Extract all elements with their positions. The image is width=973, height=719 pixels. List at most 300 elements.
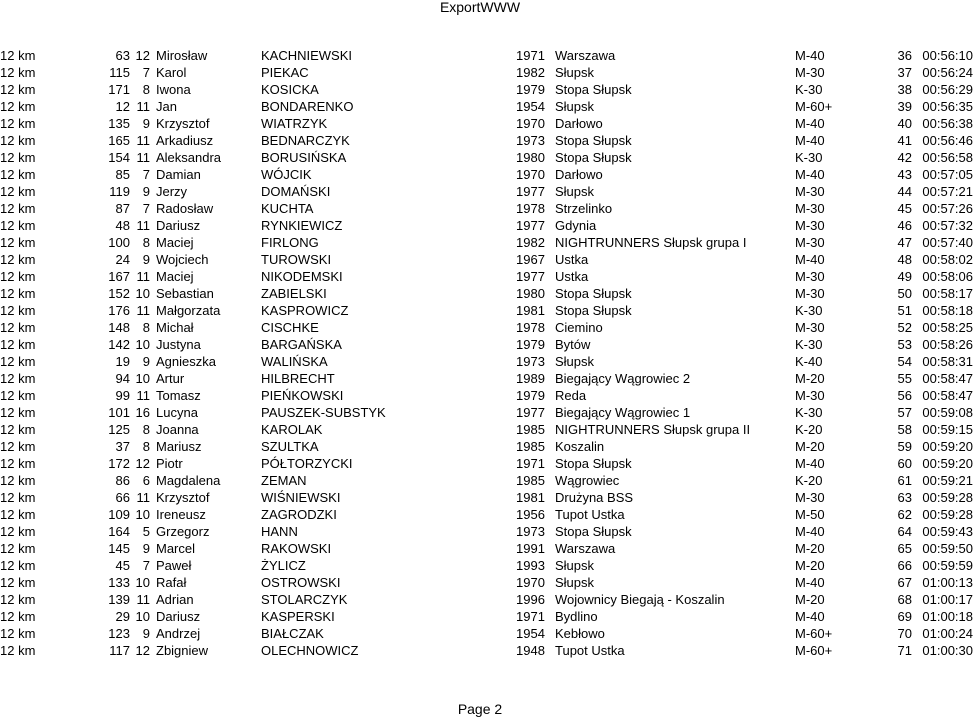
table-row: [0, 183, 973, 200]
club-city-cell: Bytów: [555, 337, 591, 352]
last-name-cell: KASPROWICZ: [261, 303, 349, 318]
place-cell: 48: [897, 252, 912, 267]
distance-cell: 12 km: [0, 286, 36, 301]
table-row: [0, 387, 973, 404]
finish-time-cell: 01:00:17: [922, 592, 973, 607]
place-cell: 62: [897, 507, 912, 522]
last-name-cell: RAKOWSKI: [261, 541, 332, 556]
first-name-cell: Krzysztof: [156, 116, 210, 131]
birth-year-cell: 1978: [516, 201, 545, 216]
document-header-title: ExportWWW: [439, 0, 521, 15]
distance-cell: 12 km: [0, 269, 36, 284]
place-cell: 58: [897, 422, 912, 437]
bib-number-cell: 19: [115, 354, 130, 369]
distance-cell: 12 km: [0, 524, 36, 539]
finish-time-cell: 00:59:28: [922, 507, 973, 522]
category-cell: M-20: [795, 558, 825, 573]
place-cell: 69: [897, 609, 912, 624]
last-name-cell: PIEŃKOWSKI: [261, 388, 344, 403]
last-name-cell: TUROWSKI: [261, 252, 332, 267]
bib-number-cell: 100: [108, 235, 130, 250]
club-city-cell: Słupsk: [555, 558, 595, 573]
bib-number-cell: 167: [108, 269, 130, 284]
club-city-cell: Gdynia: [555, 218, 597, 233]
table-row: [0, 47, 973, 64]
finish-time-cell: 00:59:15: [922, 422, 973, 437]
table-row: [0, 591, 973, 608]
laps-cell: 9: [142, 626, 150, 641]
last-name-cell: WIŚNIEWSKI: [261, 490, 341, 505]
distance-cell: 12 km: [0, 252, 36, 267]
birth-year-cell: 1980: [516, 150, 545, 165]
place-cell: 50: [897, 286, 912, 301]
category-cell: M-30: [795, 201, 825, 216]
table-row: [0, 540, 973, 557]
birth-year-cell: 1985: [516, 473, 545, 488]
birth-year-cell: 1971: [516, 609, 545, 624]
first-name-cell: Arkadiusz: [156, 133, 214, 148]
last-name-cell: PIEKAC: [261, 65, 309, 80]
finish-time-cell: 00:58:26: [922, 337, 973, 352]
laps-cell: 11: [136, 490, 150, 505]
laps-cell: 8: [142, 82, 150, 97]
first-name-cell: Dariusz: [156, 218, 201, 233]
first-name-cell: Damian: [156, 167, 201, 182]
place-cell: 70: [897, 626, 912, 641]
distance-cell: 12 km: [0, 218, 36, 233]
first-name-cell: Maciej: [156, 235, 194, 250]
table-row: [0, 404, 973, 421]
category-cell: M-40: [795, 609, 825, 624]
birth-year-cell: 1967: [516, 252, 545, 267]
first-name-cell: Jan: [156, 99, 177, 114]
last-name-cell: PAUSZEK-SUBSTYK: [261, 405, 386, 420]
laps-cell: 8: [142, 422, 150, 437]
birth-year-cell: 1977: [516, 184, 545, 199]
club-city-cell: Kebłowo: [555, 626, 605, 641]
club-city-cell: Bydlino: [555, 609, 598, 624]
finish-time-cell: 00:59:08: [922, 405, 973, 420]
laps-cell: 12: [135, 643, 150, 658]
bib-number-cell: 171: [108, 82, 130, 97]
category-cell: M-40: [795, 252, 825, 267]
table-row: [0, 149, 973, 166]
birth-year-cell: 1954: [516, 626, 545, 641]
club-city-cell: Darłowo: [555, 116, 603, 131]
first-name-cell: Aleksandra: [156, 150, 222, 165]
place-cell: 40: [897, 116, 912, 131]
birth-year-cell: 1978: [516, 320, 545, 335]
place-cell: 36: [897, 48, 912, 63]
category-cell: M-30: [795, 490, 825, 505]
first-name-cell: Tomasz: [156, 388, 201, 403]
category-cell: M-20: [795, 371, 825, 386]
distance-cell: 12 km: [0, 456, 36, 471]
birth-year-cell: 1980: [516, 286, 545, 301]
laps-cell: 10: [135, 371, 150, 386]
category-cell: K-30: [795, 405, 823, 420]
place-cell: 63: [897, 490, 912, 505]
first-name-cell: Jerzy: [156, 184, 188, 199]
laps-cell: 10: [135, 286, 150, 301]
finish-time-cell: 00:56:35: [922, 99, 973, 114]
first-name-cell: Adrian: [156, 592, 194, 607]
birth-year-cell: 1979: [516, 388, 545, 403]
bib-number-cell: 125: [108, 422, 130, 437]
last-name-cell: ZABIELSKI: [261, 286, 327, 301]
birth-year-cell: 1982: [516, 235, 545, 250]
finish-time-cell: 00:56:10: [922, 48, 973, 63]
distance-cell: 12 km: [0, 422, 36, 437]
category-cell: M-30: [795, 184, 825, 199]
distance-cell: 12 km: [0, 184, 36, 199]
finish-time-cell: 01:00:24: [922, 626, 973, 641]
place-cell: 52: [897, 320, 912, 335]
finish-time-cell: 00:57:32: [922, 218, 973, 233]
category-cell: M-20: [795, 541, 825, 556]
bib-number-cell: 117: [109, 643, 130, 658]
club-city-cell: Koszalin: [555, 439, 605, 454]
laps-cell: 10: [135, 507, 150, 522]
place-cell: 47: [897, 235, 912, 250]
club-city-cell: Tupot Ustka: [555, 507, 625, 522]
place-cell: 45: [897, 201, 912, 216]
birth-year-cell: 1954: [516, 99, 545, 114]
club-city-cell: Ciemino: [555, 320, 603, 335]
club-city-cell: Tupot Ustka: [555, 643, 625, 658]
first-name-cell: Krzysztof: [156, 490, 210, 505]
club-city-cell: Wojownicy Biegają - Koszalin: [555, 592, 725, 607]
finish-time-cell: 00:59:28: [922, 490, 973, 505]
bib-number-cell: 12: [115, 99, 130, 114]
place-cell: 46: [897, 218, 912, 233]
last-name-cell: BONDARENKO: [261, 99, 354, 114]
club-city-cell: Stopa Słupsk: [555, 524, 632, 539]
bib-number-cell: 24: [115, 252, 130, 267]
birth-year-cell: 1977: [516, 218, 545, 233]
laps-cell: 8: [142, 439, 150, 454]
distance-cell: 12 km: [0, 99, 36, 114]
club-city-cell: Warszawa: [555, 48, 616, 63]
place-cell: 41: [897, 133, 912, 148]
birth-year-cell: 1981: [516, 303, 545, 318]
category-cell: K-30: [795, 82, 823, 97]
last-name-cell: OSTROWSKI: [261, 575, 341, 590]
birth-year-cell: 1956: [516, 507, 545, 522]
distance-cell: 12 km: [0, 558, 36, 573]
place-cell: 38: [897, 82, 912, 97]
club-city-cell: Darłowo: [555, 167, 603, 182]
last-name-cell: HILBRECHT: [261, 371, 335, 386]
finish-time-cell: 01:00:18: [922, 609, 973, 624]
results-table-body: [0, 47, 973, 659]
birth-year-cell: 1982: [516, 65, 545, 80]
first-name-cell: Paweł: [156, 558, 192, 573]
finish-time-cell: 00:59:20: [922, 456, 973, 471]
laps-cell: 12: [135, 456, 150, 471]
finish-time-cell: 00:58:17: [922, 286, 973, 301]
finish-time-cell: 00:59:43: [922, 524, 973, 539]
first-name-cell: Dariusz: [156, 609, 201, 624]
birth-year-cell: 1970: [516, 167, 545, 182]
category-cell: M-20: [795, 439, 825, 454]
bib-number-cell: 115: [109, 65, 130, 80]
laps-cell: 11: [136, 218, 150, 233]
laps-cell: 11: [136, 269, 150, 284]
club-city-cell: Stopa Słupsk: [555, 286, 632, 301]
finish-time-cell: 00:58:02: [922, 252, 973, 267]
first-name-cell: Maciej: [156, 269, 194, 284]
laps-cell: 9: [142, 541, 150, 556]
laps-cell: 7: [142, 201, 150, 216]
finish-time-cell: 00:57:40: [922, 235, 973, 250]
bib-number-cell: 94: [115, 371, 130, 386]
finish-time-cell: 00:56:38: [922, 116, 973, 131]
birth-year-cell: 1985: [516, 422, 545, 437]
first-name-cell: Justyna: [156, 337, 201, 352]
table-row: [0, 234, 973, 251]
laps-cell: 11: [136, 133, 150, 148]
laps-cell: 8: [142, 320, 150, 335]
distance-cell: 12 km: [0, 439, 36, 454]
category-cell: M-40: [795, 116, 825, 131]
laps-cell: 6: [142, 473, 150, 488]
table-row: [0, 608, 973, 625]
table-row: [0, 302, 973, 319]
distance-cell: 12 km: [0, 592, 36, 607]
place-cell: 37: [897, 65, 912, 80]
laps-cell: 9: [142, 184, 150, 199]
birth-year-cell: 1971: [516, 456, 545, 471]
birth-year-cell: 1977: [516, 269, 545, 284]
distance-cell: 12 km: [0, 643, 36, 658]
distance-cell: 12 km: [0, 388, 36, 403]
first-name-cell: Andrzej: [156, 626, 201, 641]
bib-number-cell: 86: [115, 473, 130, 488]
club-city-cell: Słupsk: [555, 575, 595, 590]
finish-time-cell: 00:57:26: [922, 201, 973, 216]
bib-number-cell: 176: [108, 303, 130, 318]
club-city-cell: Stopa Słupsk: [555, 82, 632, 97]
distance-cell: 12 km: [0, 48, 36, 63]
table-row: [0, 268, 973, 285]
category-cell: K-20: [795, 473, 823, 488]
last-name-cell: ŻYLICZ: [261, 558, 306, 573]
category-cell: M-40: [795, 48, 825, 63]
last-name-cell: KOSICKA: [261, 82, 319, 97]
finish-time-cell: 00:57:21: [922, 184, 973, 199]
bib-number-cell: 101: [108, 405, 130, 420]
first-name-cell: Mirosław: [156, 48, 208, 63]
first-name-cell: Wojciech: [156, 252, 209, 267]
category-cell: M-40: [795, 133, 825, 148]
first-name-cell: Lucyna: [156, 405, 198, 420]
table-row: [0, 523, 973, 540]
distance-cell: 12 km: [0, 133, 36, 148]
last-name-cell: ZEMAN: [261, 473, 307, 488]
last-name-cell: WALIŃSKA: [261, 354, 328, 369]
birth-year-cell: 1989: [516, 371, 545, 386]
bib-number-cell: 66: [115, 490, 130, 505]
finish-time-cell: 00:59:21: [922, 473, 973, 488]
table-row: [0, 472, 973, 489]
table-row: [0, 285, 973, 302]
laps-cell: 10: [135, 575, 150, 590]
distance-cell: 12 km: [0, 116, 36, 131]
birth-year-cell: 1991: [516, 541, 545, 556]
first-name-cell: Piotr: [156, 456, 183, 471]
category-cell: M-30: [795, 218, 825, 233]
place-cell: 39: [897, 99, 912, 114]
last-name-cell: STOLARCZYK: [261, 592, 348, 607]
category-cell: M-30: [795, 235, 825, 250]
bib-number-cell: 152: [108, 286, 130, 301]
distance-cell: 12 km: [0, 201, 36, 216]
birth-year-cell: 1993: [516, 558, 545, 573]
club-city-cell: Słupsk: [555, 184, 595, 199]
bib-number-cell: 123: [108, 626, 130, 641]
last-name-cell: WÓJCIK: [261, 167, 312, 182]
laps-cell: 7: [142, 558, 150, 573]
club-city-cell: Ustka: [555, 269, 589, 284]
first-name-cell: Magdalena: [156, 473, 221, 488]
birth-year-cell: 1985: [516, 439, 545, 454]
club-city-cell: Słupsk: [555, 354, 595, 369]
place-cell: 68: [897, 592, 912, 607]
category-cell: M-40: [795, 575, 825, 590]
club-city-cell: Drużyna BSS: [555, 490, 634, 505]
table-row: [0, 489, 973, 506]
birth-year-cell: 1973: [516, 524, 545, 539]
place-cell: 44: [897, 184, 912, 199]
club-city-cell: Stopa Słupsk: [555, 133, 632, 148]
bib-number-cell: 172: [108, 456, 130, 471]
place-cell: 64: [897, 524, 912, 539]
club-city-cell: Stopa Słupsk: [555, 303, 632, 318]
category-cell: K-20: [795, 422, 823, 437]
table-row: [0, 166, 973, 183]
laps-cell: 10: [135, 609, 150, 624]
category-cell: M-40: [795, 524, 825, 539]
table-row: [0, 455, 973, 472]
place-cell: 51: [897, 303, 912, 318]
bib-number-cell: 139: [108, 592, 130, 607]
distance-cell: 12 km: [0, 609, 36, 624]
place-cell: 56: [897, 388, 912, 403]
finish-time-cell: 00:56:46: [922, 133, 973, 148]
table-row: [0, 438, 973, 455]
bib-number-cell: 99: [115, 388, 130, 403]
last-name-cell: BIAŁCZAK: [261, 626, 324, 641]
table-row: [0, 625, 973, 642]
bib-number-cell: 85: [115, 167, 130, 182]
laps-cell: 9: [142, 354, 150, 369]
place-cell: 43: [897, 167, 912, 182]
first-name-cell: Agnieszka: [156, 354, 216, 369]
category-cell: M-30: [795, 269, 825, 284]
first-name-cell: Małgorzata: [156, 303, 221, 318]
bib-number-cell: 45: [115, 558, 130, 573]
category-cell: M-60+: [795, 626, 833, 641]
birth-year-cell: 1979: [516, 82, 545, 97]
laps-cell: 9: [142, 252, 150, 267]
category-cell: M-60+: [795, 643, 833, 658]
last-name-cell: KACHNIEWSKI: [261, 48, 353, 63]
laps-cell: 11: [136, 150, 150, 165]
first-name-cell: Iwona: [156, 82, 191, 97]
club-city-cell: Stopa Słupsk: [555, 150, 632, 165]
category-cell: K-30: [795, 150, 823, 165]
category-cell: M-30: [795, 388, 825, 403]
last-name-cell: CISCHKE: [261, 320, 319, 335]
category-cell: K-40: [795, 354, 823, 369]
place-cell: 67: [897, 575, 912, 590]
table-row: [0, 319, 973, 336]
club-city-cell: Warszawa: [555, 541, 616, 556]
first-name-cell: Grzegorz: [156, 524, 210, 539]
finish-time-cell: 00:58:18: [922, 303, 973, 318]
finish-time-cell: 00:59:50: [922, 541, 973, 556]
birth-year-cell: 1971: [516, 48, 545, 63]
finish-time-cell: 00:56:24: [922, 65, 973, 80]
last-name-cell: KASPERSKI: [261, 609, 335, 624]
last-name-cell: BARGAŃSKA: [261, 337, 342, 352]
distance-cell: 12 km: [0, 337, 36, 352]
bib-number-cell: 154: [108, 150, 130, 165]
birth-year-cell: 1973: [516, 354, 545, 369]
distance-cell: 12 km: [0, 626, 36, 641]
distance-cell: 12 km: [0, 65, 36, 80]
finish-time-cell: 00:58:06: [922, 269, 973, 284]
table-row: [0, 81, 973, 98]
bib-number-cell: 148: [108, 320, 130, 335]
first-name-cell: Sebastian: [156, 286, 214, 301]
club-city-cell: Ustka: [555, 252, 589, 267]
bib-number-cell: 109: [108, 507, 130, 522]
bib-number-cell: 37: [115, 439, 130, 454]
distance-cell: 12 km: [0, 150, 36, 165]
last-name-cell: KAROLAK: [261, 422, 323, 437]
laps-cell: 11: [136, 388, 150, 403]
finish-time-cell: 01:00:30: [922, 643, 973, 658]
last-name-cell: HANN: [261, 524, 298, 539]
table-row: [0, 353, 973, 370]
results-table: [0, 47, 973, 659]
laps-cell: 16: [135, 405, 150, 420]
laps-cell: 11: [136, 592, 150, 607]
distance-cell: 12 km: [0, 303, 36, 318]
category-cell: M-60+: [795, 99, 833, 114]
last-name-cell: PÓŁTORZYCKI: [261, 456, 353, 471]
last-name-cell: NIKODEMSKI: [261, 269, 343, 284]
table-row: [0, 370, 973, 387]
laps-cell: 11: [136, 303, 150, 318]
laps-cell: 7: [142, 65, 150, 80]
distance-cell: 12 km: [0, 354, 36, 369]
bib-number-cell: 29: [115, 609, 130, 624]
first-name-cell: Zbigniew: [156, 643, 209, 658]
last-name-cell: DOMAŃSKI: [261, 184, 331, 199]
table-row: [0, 64, 973, 81]
birth-year-cell: 1973: [516, 133, 545, 148]
finish-time-cell: 00:59:20: [922, 439, 973, 454]
club-city-cell: Słupsk: [555, 99, 595, 114]
table-row: [0, 251, 973, 268]
bib-number-cell: 165: [108, 133, 130, 148]
place-cell: 65: [897, 541, 912, 556]
table-row: [0, 574, 973, 591]
bib-number-cell: 48: [115, 218, 130, 233]
